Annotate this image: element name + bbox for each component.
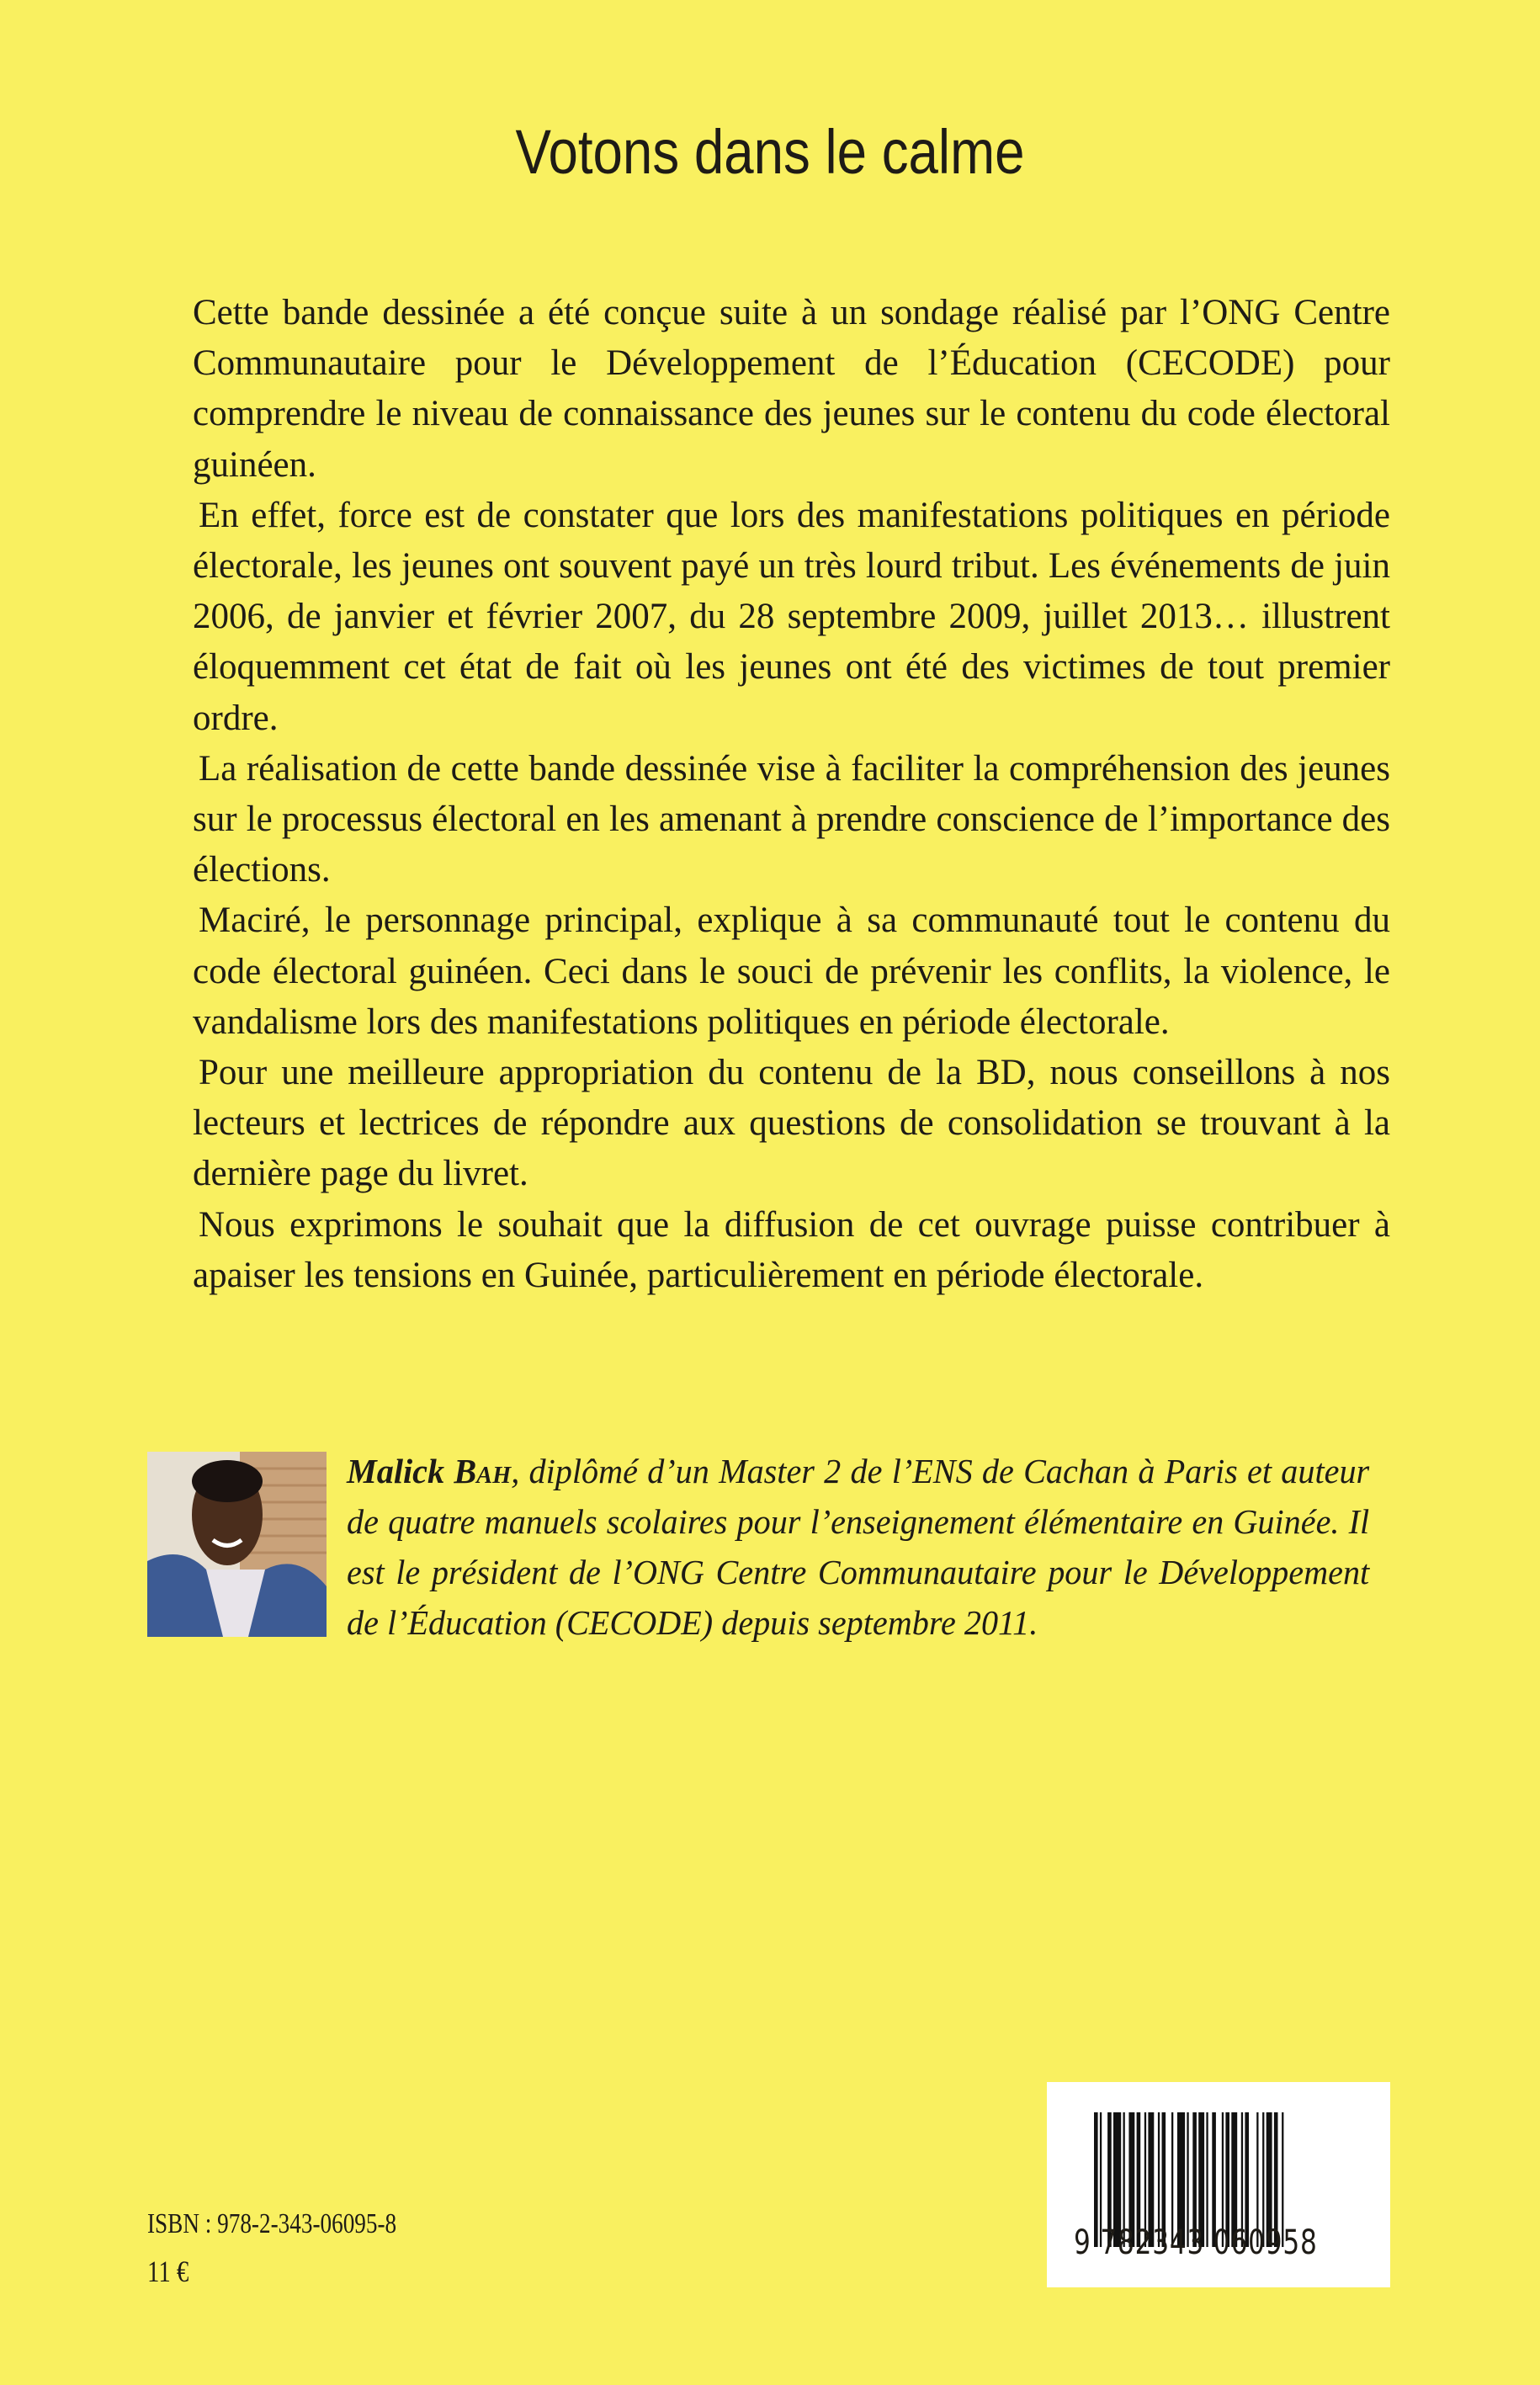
- blurb-paragraph: Cette bande dessinée a été conçue suite à un sondage réalisé par l’ONG Centre Communautaire pour le Développement de l’Éducation (CECODE) pour comprendre le niveau de connaissance des jeunes sur le contenu du code électoral guinéen.: [193, 293, 1390, 485]
- price: 11 €: [147, 2255, 189, 2288]
- author-first-name: Malick: [347, 1452, 445, 1490]
- author-bio-text: , diplômé d’un Master 2 de l’ENS de Cachan à Paris et auteur de quatre manuels scolaires pour l’enseignement élémentaire en Guinée. Il est le président de l’ONG Centre Communautaire pour le Développement de l’Éducation (CECODE) depuis septembre 2011.: [347, 1452, 1370, 1642]
- barcode: [1047, 2082, 1390, 2287]
- author-photo: [147, 1452, 327, 1637]
- author-bio: [347, 1446, 1369, 1648]
- isbn: ISBN : 978-2-343-06095-8: [147, 2208, 397, 2239]
- book-title: Votons dans le calme: [515, 117, 1025, 187]
- blurb-paragraph: La réalisation de cette bande dessinée vise à faciliter la compréhension des jeunes sur le processus électoral en les amenant à prendre conscience de l’importance des élections.: [193, 748, 1390, 890]
- blurb-paragraph: En effet, force est de constater que lors des manifestations politiques en période électorale, les jeunes ont souvent payé un très lourd tribut. Les événements de juin 2006, de janvier et février 2007, du 28 septembre 2009, juillet 2013… illustrent éloquemment cet état de fait où les jeunes ont été des victimes de tout premier ordre.: [193, 495, 1390, 738]
- barcode-number: 9 782343 060958: [1074, 2223, 1318, 2262]
- blurb-paragraph: Pour une meilleure appropriation du contenu de la BD, nous conseillons à nos lecteurs et lectrices de répondre aux questions de consolidation se trouvant à la dernière page du livret.: [193, 1053, 1390, 1194]
- blurb-paragraph: Maciré, le personnage principal, explique à sa communauté tout le contenu du code électoral guinéen. Ceci dans le souci de prévenir les conflits, la violence, le vandalisme lors des manifestations politiques en période électorale.: [193, 900, 1390, 1042]
- author-last-name: Bah: [454, 1452, 512, 1490]
- blurb-paragraph: Nous exprimons le souhait que la diffusion de cet ouvrage puisse contribuer à apaiser les tensions en Guinée, particulièrement en période électorale.: [193, 1204, 1390, 1295]
- blurb: [193, 288, 1390, 1301]
